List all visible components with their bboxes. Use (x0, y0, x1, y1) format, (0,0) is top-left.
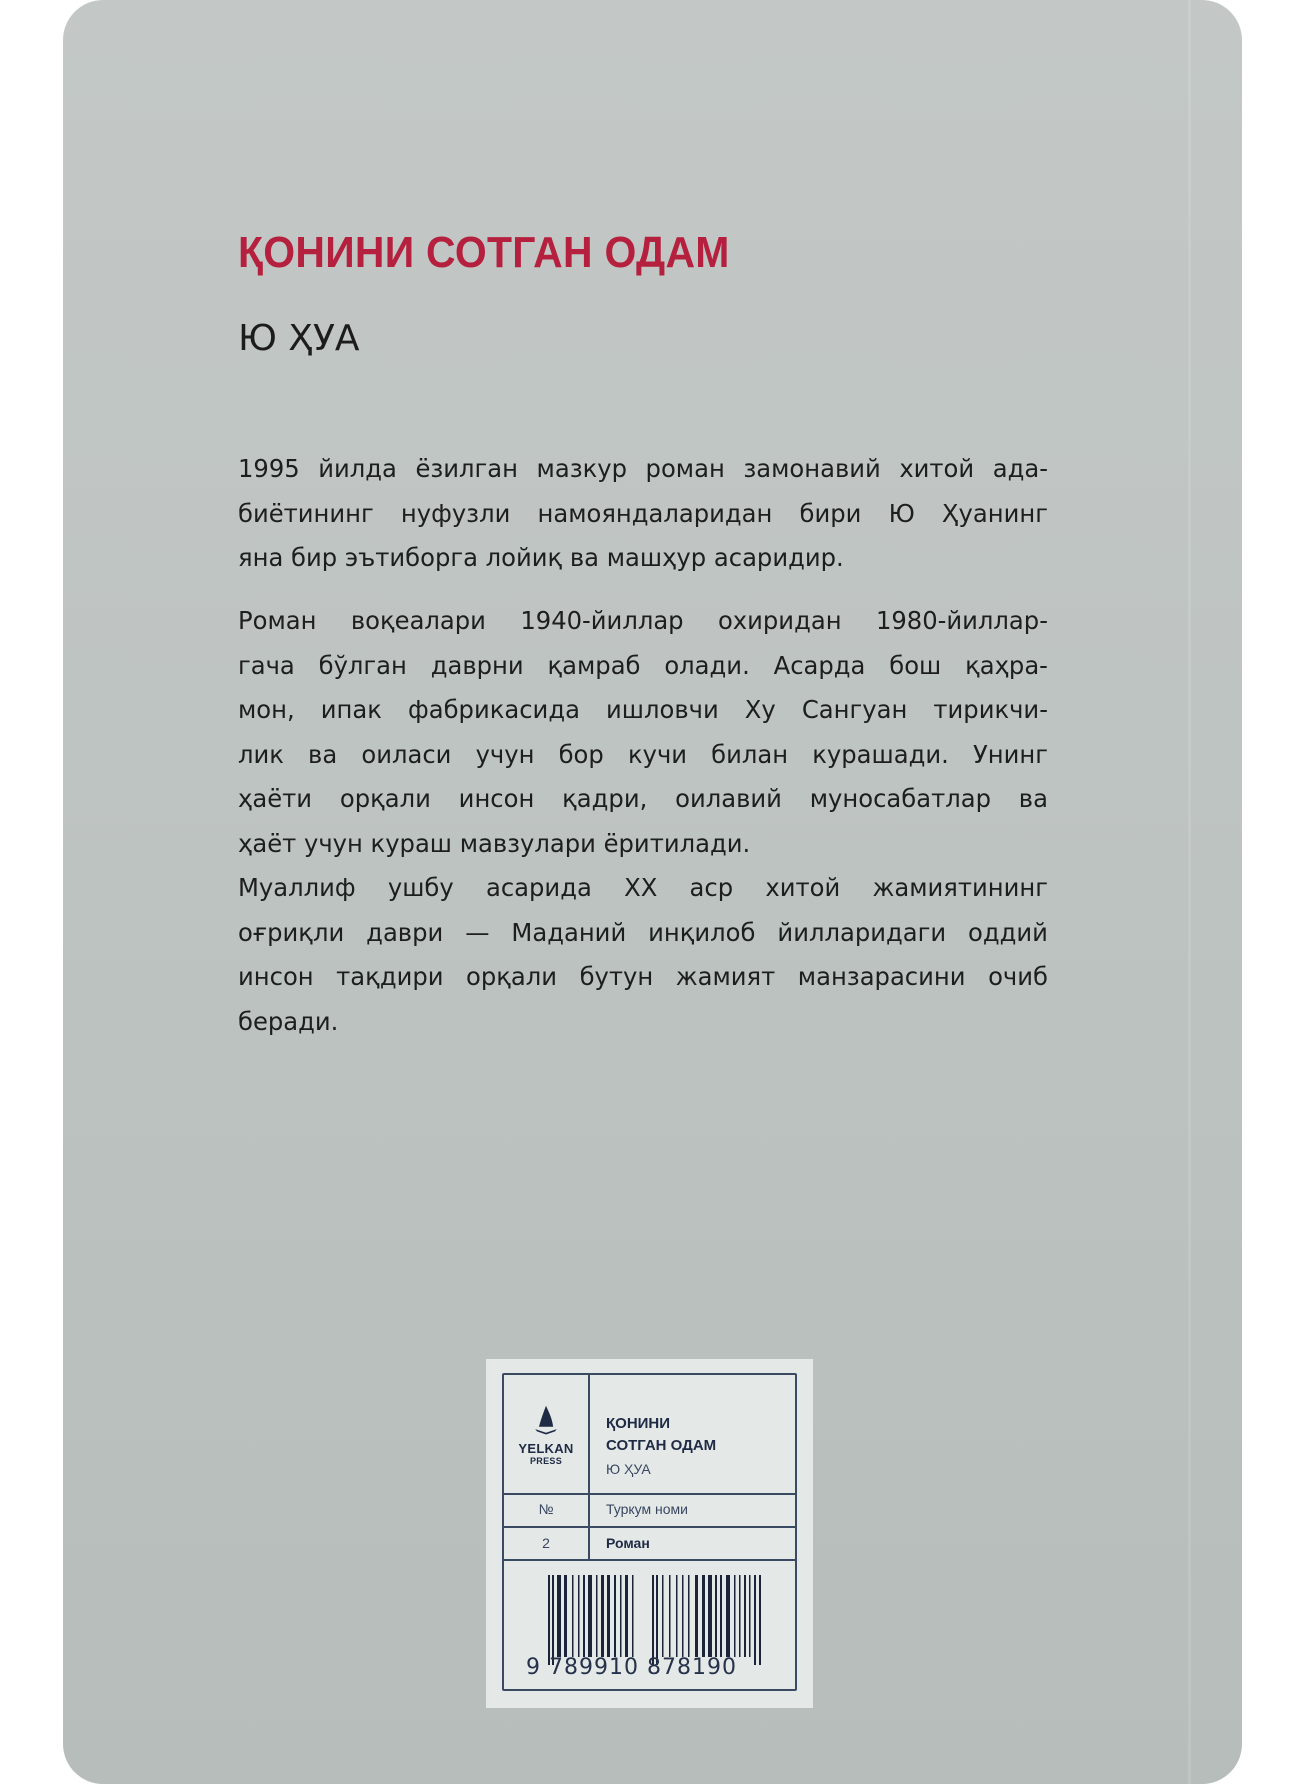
blurb-paragraph-3 (238, 866, 1048, 1044)
label-title-line-1: ҚОНИНИ (606, 1415, 671, 1432)
text-line: инсон тақдири орқали бутун жамият манзарасини очиб (238, 962, 1048, 991)
text-line: беради. (238, 1006, 339, 1036)
row-divider (504, 1493, 795, 1495)
text-line: мон, ипак фабрикасида ишловчи Ху Сангуан тирикчи- (238, 695, 1048, 724)
spine-crease (1188, 0, 1191, 1784)
publisher-name: YELKAN (518, 1440, 574, 1456)
book-back-cover (63, 0, 1242, 1784)
text-line: ҳаёт учун кураш мавзулари ёритилади. (238, 828, 751, 858)
sailboat-icon (528, 1403, 564, 1439)
text-line: гача бўлган даврни қамраб олади. Асарда бош қаҳра- (238, 650, 1048, 680)
column-divider (588, 1375, 590, 1561)
label-title-line-2: СОТГАН ОДАМ (606, 1437, 717, 1454)
publisher-label (486, 1359, 813, 1708)
label-title (606, 1413, 716, 1457)
series-name: Роман (606, 1535, 650, 1551)
blurb-paragraph-2 (238, 599, 1048, 866)
text-line: биётининг нуфузли намояндаларидан бири Ю Ҳуанинг (238, 498, 1048, 528)
publisher-sub: PRESS (529, 1455, 562, 1466)
text-line: оғриқли даври — Маданий инқилоб йилларидаги оддий (238, 917, 1048, 947)
row-divider (504, 1559, 795, 1561)
label-frame (502, 1373, 797, 1691)
isbn-number: 9 789910 878190 (526, 1655, 737, 1680)
text-line: Муаллиф ушбу асарида XX аср хитой жамиятининг (238, 873, 1048, 902)
series-name-header: Туркум номи (606, 1501, 688, 1517)
series-number: 2 (542, 1535, 550, 1551)
publisher-logo (504, 1375, 588, 1493)
label-author: Ю ҲУА (606, 1461, 651, 1477)
text-line: лик ва оиласи учун бор кучи билан курашади. Унинг (238, 739, 1048, 769)
text-line: Роман воқеалари 1940-йиллар охиридан 1980-йиллар- (238, 606, 1048, 635)
book-author: Ю ҲУА (238, 318, 360, 359)
barcode-icon (548, 1575, 768, 1665)
book-title: ҚОНИНИ СОТГАН ОДАМ (238, 228, 730, 277)
series-number-header: № (538, 1501, 554, 1517)
blurb-paragraph-1 (238, 447, 1048, 581)
row-divider (504, 1526, 795, 1528)
text-line: яна бир эътиборга лойиқ ва машҳур асаридир. (238, 543, 844, 572)
text-line: 1995 йилда ёзилган мазкур роман замонавий хитой ада- (238, 454, 1048, 483)
text-line: ҳаёти орқали инсон қадри, оилавий муносабатлар ва (238, 784, 1048, 813)
